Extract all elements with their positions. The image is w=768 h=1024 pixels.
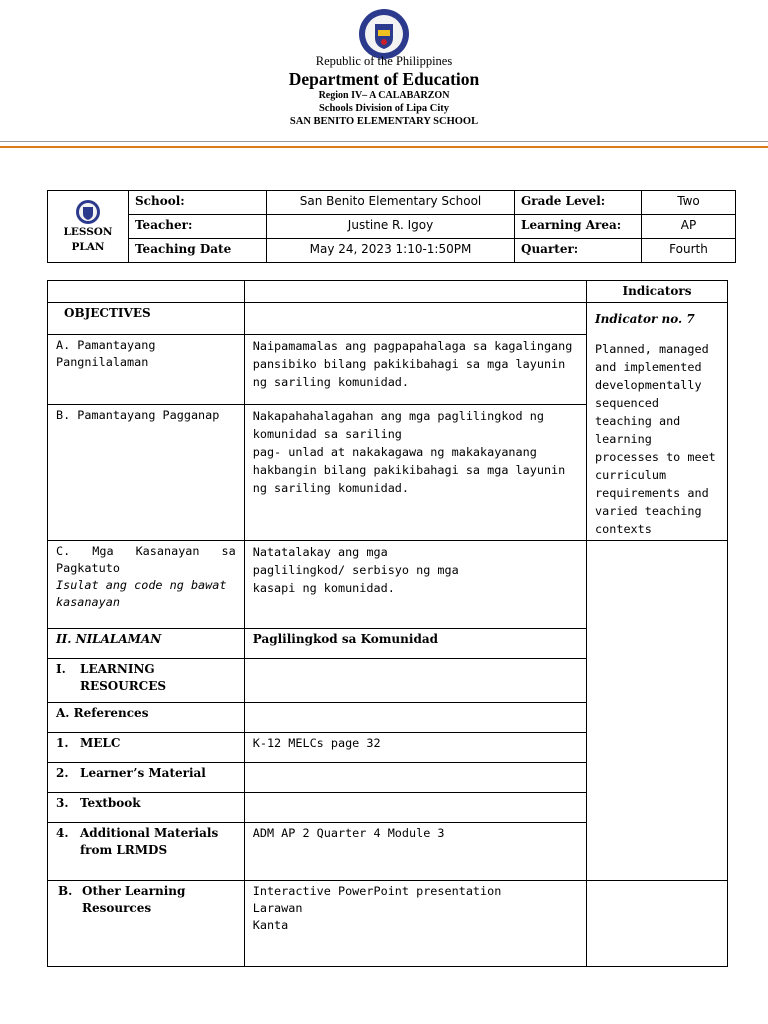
- header-region: Region IV– A CALABARZON: [318, 90, 450, 101]
- content-standard-text: Naipamamalas ang pagpapahalaga sa kagalingang pansibiko bilang pakikibahagi sa mga layunin ng sariling komunidad.: [244, 335, 586, 405]
- competency-text-1: Natatalakay ang mga: [252, 545, 388, 559]
- indicators-header: Indicators: [587, 281, 728, 303]
- indicator-blank-cell: [587, 541, 728, 881]
- objectives-heading: OBJECTIVES: [48, 303, 245, 335]
- quarter-value: Fourth: [642, 239, 736, 263]
- lm-num: 2.: [56, 766, 69, 780]
- indicator-title: Indicator no. 7: [595, 312, 695, 326]
- melc-num: 1.: [56, 736, 69, 750]
- additional-value: ADM AP 2 Quarter 4 Module 3: [244, 823, 586, 881]
- references-heading: A. References: [48, 703, 245, 733]
- header-blank-2: [244, 281, 586, 303]
- content-heading-num: II.: [56, 632, 72, 646]
- grade-label: Grade Level:: [515, 191, 642, 215]
- lm-row-label: [48, 763, 245, 793]
- other-resource-3: Kanta: [252, 918, 289, 932]
- lm-label: Learner’s Material: [80, 766, 206, 780]
- header-blank-1: [48, 281, 245, 303]
- resources-num: I.: [56, 662, 66, 676]
- textbook-blank: [244, 793, 586, 823]
- melc-value: K-12 MELCs page 32: [244, 733, 586, 763]
- competency-text: [244, 541, 586, 629]
- competency-cell: [48, 541, 245, 629]
- competency-text-2: paglilingkod/ serbisyo ng mga: [252, 563, 459, 577]
- date-label: Teaching Date: [129, 239, 267, 263]
- header-school: SAN BENITO ELEMENTARY SCHOOL: [289, 116, 479, 127]
- content-heading-label: NILALAMAN: [75, 632, 162, 646]
- other-resource-1: Interactive PowerPoint presentation: [252, 884, 502, 898]
- textbook-row-label: [48, 793, 245, 823]
- content-value: Paglilingkod sa Komunidad: [244, 629, 586, 659]
- textbook-num: 3.: [56, 796, 69, 810]
- other-resources-value: [244, 881, 586, 967]
- lesson-plan-table: [47, 280, 728, 967]
- header-divider: [0, 141, 768, 142]
- content-heading: [48, 629, 245, 659]
- indicator-text: Planned, managed and implemented developmentally sequenced teaching and learning processes to meet curriculum requirements and varied teaching contexts: [595, 342, 716, 536]
- performance-standard-text-1: Nakapahahalagahan ang mga paglilingkod ng komunidad sa sariling: [252, 409, 544, 442]
- objectives-blank: [244, 303, 586, 335]
- references-blank: [244, 703, 586, 733]
- teacher-value: Justine R. Igoy: [267, 215, 515, 239]
- logo-label-lesson: LESSON: [63, 225, 113, 238]
- additional-num: 4.: [56, 826, 69, 840]
- area-value: AP: [642, 215, 736, 239]
- competency-note: Isulat ang code ng bawat kasanayan: [56, 578, 227, 609]
- performance-standard-text: [244, 405, 586, 541]
- quarter-label: Quarter:: [515, 239, 642, 263]
- additional-label: Additional Materials from LRMDS: [80, 826, 219, 857]
- area-label: Learning Area:: [515, 215, 642, 239]
- date-value: May 24, 2023 1:10-1:50PM: [267, 239, 515, 263]
- grade-value: Two: [642, 191, 736, 215]
- lesson-info-table: [47, 190, 736, 263]
- resources-blank: [244, 659, 586, 703]
- teacher-label: Teacher:: [129, 215, 267, 239]
- school-label: School:: [129, 191, 267, 215]
- other-resource-2: Larawan: [252, 901, 303, 915]
- header-division: Schools Division of Lipa City: [318, 103, 450, 114]
- header-republic: Republic of the Philippines: [315, 54, 453, 68]
- content-standard-label: A. Pamantayang Pangnilalaman: [48, 335, 245, 405]
- textbook-label: Textbook: [80, 796, 141, 810]
- other-resources-text: Other Learning Resources: [82, 884, 186, 915]
- logo-label-plan: PLAN: [71, 240, 105, 253]
- lesson-plan-logo-cell: [48, 191, 129, 263]
- competency-label: C. Mga Kasanayan sa Pagkatuto: [56, 544, 236, 575]
- competency-text-3: kasapi ng komunidad.: [252, 581, 395, 595]
- indicator-cell: [587, 303, 728, 541]
- other-resources-label: [48, 881, 245, 967]
- resources-heading: [48, 659, 245, 703]
- performance-standard-text-2: pag- unlad at nakakagawa ng makakayanang hakbangin bilang pakikibahagi sa mga layunin ng sariling komunidad.: [252, 445, 566, 496]
- lm-blank: [244, 763, 586, 793]
- other-resources-indicator: [587, 881, 728, 967]
- other-resources-num: B.: [58, 884, 73, 898]
- resources-label: LEARNING RESOURCES: [80, 662, 167, 693]
- melc-row-label: [48, 733, 245, 763]
- mini-seal-icon: [68, 199, 108, 225]
- header-department: Department of Education: [288, 69, 480, 89]
- performance-standard-label: B. Pamantayang Pagganap: [48, 405, 245, 541]
- header-accent-divider: [0, 146, 768, 148]
- school-value: San Benito Elementary School: [267, 191, 515, 215]
- deped-seal-icon: [358, 8, 410, 60]
- additional-row-label: [48, 823, 245, 881]
- melc-label: MELC: [80, 736, 121, 750]
